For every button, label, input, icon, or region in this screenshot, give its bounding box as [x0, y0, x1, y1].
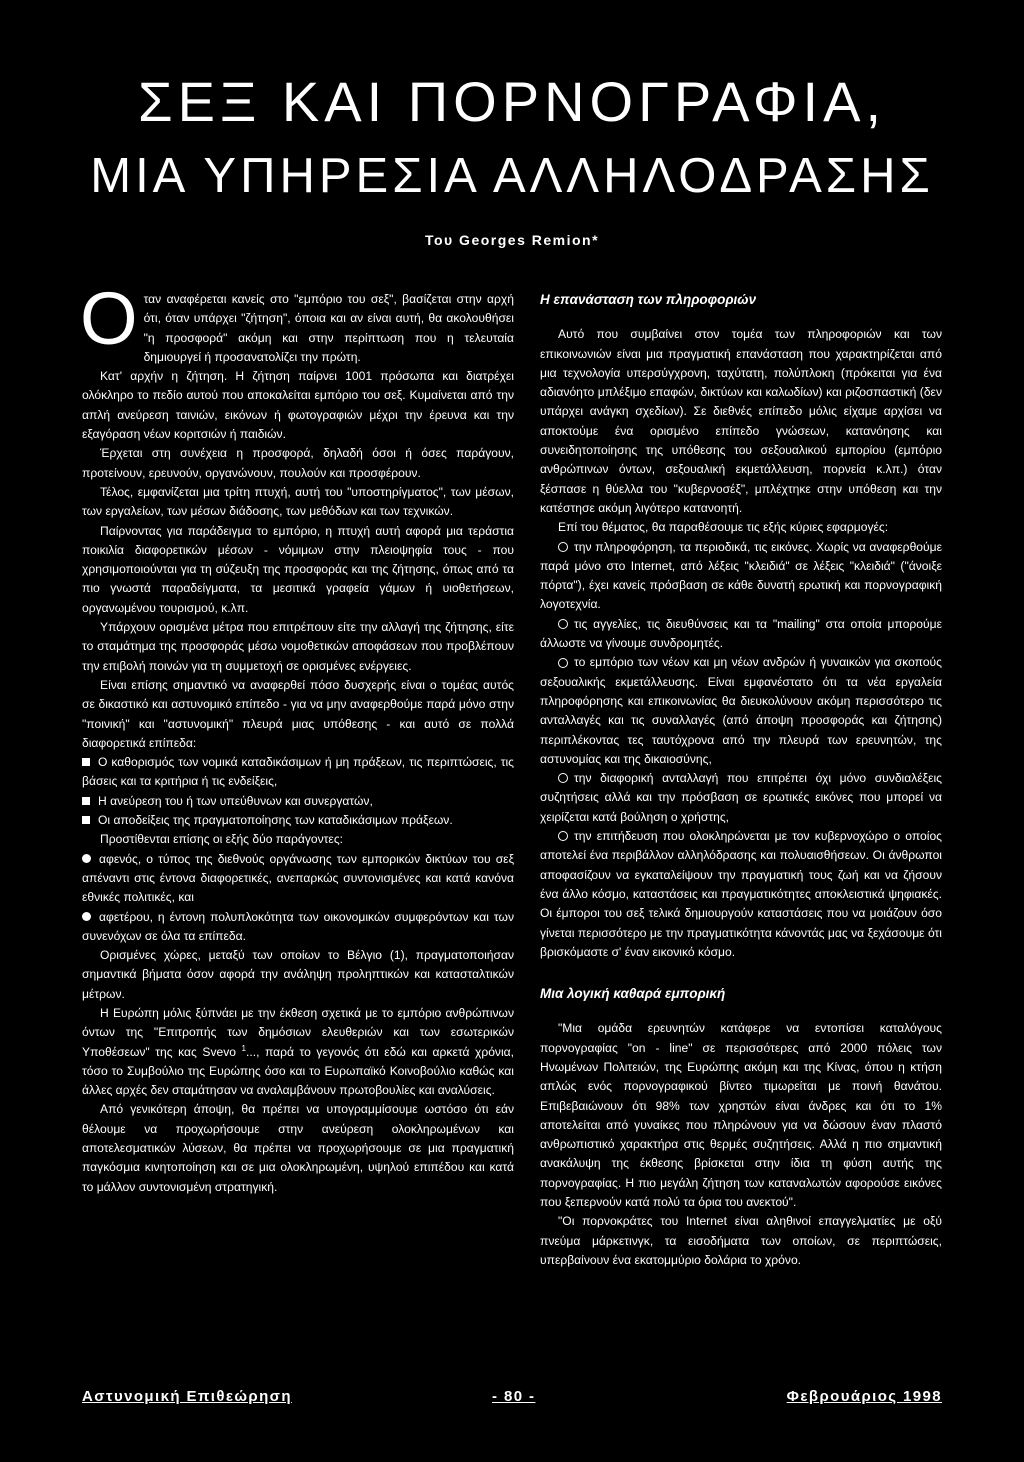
square-bullet-icon — [82, 816, 90, 824]
paragraph — [82, 1004, 514, 1100]
round-bullet-icon — [82, 912, 91, 921]
intro-paragraph — [80, 277, 514, 367]
paragraph: Ορισμένες χώρες, μεταξύ των οποίων το Βέλγιο (1), πραγματοποιήσαν σημαντικά βήματα όσον αφορά την ανάληψη προληπτικών και κατασταλτικών μέτρων. — [82, 948, 514, 1001]
byline: Του Georges Remion* — [424, 232, 600, 248]
paragraph: Προστίθενται επίσης οι εξής δύο παράγοντες: — [100, 832, 344, 847]
list-item-text: Η ανεύρεση του ή των υπεύθυνων και συνεργατών, — [98, 793, 373, 808]
circle-bullet-icon — [558, 773, 568, 783]
intro-text: ταν αναφέρεται κανείς στο "εμπόριο του σεξ", βασίζεται στην αρχή ότι, όταν υπάρχει "ζήτηση", όποια και αν είναι αυτή, θα ακολουθήσει "η προσφορά" ακόμη και στην περίπτωση που η τελευταία δημιουργεί ή προσανατολίζει την πρώτη. — [143, 292, 514, 364]
list-item — [540, 827, 942, 962]
paragraph: Αυτό που συμβαίνει στον τομέα των πληροφοριών και των επικοινωνιών είναι μια πραγματική επανάσταση που χαρακτηρίζεται από μια τεχνολογία υπερσύγχρονη, ταχύτατη, πολύπλοκη (πρόκειται για ένα αδιανόητο μπλέξιμο επαφών, δικτύων και καλωδίων) και ριζοσπαστική (δεν υπάρχει ανάγκη σχεδίων). Σε διεθνές επίπεδο μόλις είχαμε αρχίσει να αποκτούμε ένα ορισμένο επίπεδο γνώσεων, κατανόησης και συνειδητοποίησης της υπόθεσης του σεξουαλικού εμπορίου (εμπόριο ανθρώπινων όντων, σεξουαλική εκμετάλλευση, πορνεία κ.λπ.) όταν ξέσπασε η θύελλα του "κυβερνοσέξ", μπλέχτηκε στην υπόθεση και την κατέστησε ακόμη λιγότερο κατανοητή. — [540, 327, 942, 515]
list-item — [82, 850, 514, 908]
title-line-1: ΣΕΞ ΚΑΙ ΠΟΡΝΟΓΡΑΦΙΑ, — [137, 70, 887, 133]
article-title — [0, 70, 1024, 206]
left-column — [80, 277, 515, 1197]
square-bullet-icon — [82, 797, 90, 805]
list-item-text: αφετέρου, η έντονη πολυπλοκότητα των οικονομικών συμφερόντων και των συνενόχων σε όλα τα επίπεδα. — [82, 909, 514, 943]
list-item-text: την διαφορική ανταλλαγή που επιτρέπει όχι μόνο συνδιαλέξεις συζητήσεις αλλά και την πρόσβαση σε ερωτικές εικόνες που μπορεί να χειρίζεται κατά βούληση ο χρήστης, — [540, 771, 942, 824]
list-item-text: την επιτήδευση που ολοκληρώνεται με τον κυβερνοχώρο ο οποίος αποτελεί ένα περιβάλλον αλληλόδρασης και πολυαισθήσεων. Οι άνθρωποι αποφασίζουν να εγκαταλείψουν την πραγματική τους ζωή και να ζήσουν ένα άλλο κόσμο, καταστάσεις και πραγματικότητες αποκλειστικά ψηφιακές. Οι έμποροι του σεξ τελικά δημιουργούν καταστάσεις που να μοιάζουν όσο γίνεται περισσότερο με την πραγματικότητα κάνοντάς μας να ξεχάσουμε ότι βρισκόμαστε σ' έναν εικονικό κόσμο. — [540, 829, 942, 959]
paragraph: Παίρνοντας για παράδειγμα το εμπόριο, η πτυχή αυτή αφορά μια τεράστια ποικιλία διαφορετικών μέσων - νόμιμων στην πλειοψηφία τους - που χρησιμοποιούνται για τη σύζευξη της προσφοράς και της ζήτησης, όπως από τα πιο γνωστά παραδείγματα, τα μεσιτικά γραφεία γάμων ή υιοθετήσεων, οργανωμένου τουρισμού, κ.λπ. — [82, 523, 514, 615]
issue-date: Φεβρουάριος 1998 — [786, 1388, 942, 1405]
paragraph: "Οι πορνοκράτες του Internet είναι αληθινοί επαγγελματίες με οξύ πνεύμα μάρκετινγκ, τα εισοδήματα των οποίων, σε περιπτώσεις, υπερβαίνουν ένα εκατομμύριο δολάρια το χρόνο. — [540, 1214, 942, 1267]
paragraph: Είναι επίσης σημαντικό να αναφερθεί πόσο δυσχερής είναι ο τομέας αυτός σε δικαστικό και αστυνομικό επίπεδο - για να μην αναφερθούμε παρά μόνο στην "ποινική" και "αστυνομική" πλευρά μιας υπόθεσης - και αυτό σε πολλά διαφορετικά επίπεδα: — [82, 677, 514, 750]
paragraph: Υπάρχουν ορισμένα μέτρα που επιτρέπουν είτε την αλλαγή της ζήτησης, είτε το σταμάτημα της προσφοράς μέσω νομοθετικών αποφάσεων που προβλέπουν την επιβολή ποινών για τη συμμετοχή σε ορισμένες ενέργειες. — [82, 620, 514, 673]
paragraph: Επί του θέματος, θα παραθέσουμε τις εξής κύριες εφαρμογές: — [558, 520, 889, 535]
list-item — [82, 753, 514, 792]
list-item — [540, 615, 942, 654]
section-heading: Μια λογική καθαρά εμπορική — [540, 986, 726, 1002]
list-item — [540, 538, 942, 615]
list-item — [82, 792, 514, 811]
spacer — [540, 962, 942, 984]
list-item — [82, 811, 514, 830]
paragraph: Κατ' αρχήν η ζήτηση. Η ζήτηση παίρνει 1001 πρόσωπα και διατρέχει ολόκληρο το πεδίο αυτού που αποκαλείται εμπόριο του σεξ. Κυμαίνεται από την απλή ανεύρεση ταινιών, εικόνων ή φωτογραφιών μέχρι την έρευνα και την εξαγόραση νέων κοριτσιών ή παιδιών. — [82, 369, 514, 442]
list-item — [540, 769, 942, 827]
list-item-text: Οι αποδείξεις της πραγματοποίησης των καταδικάσιμων πράξεων. — [98, 813, 453, 828]
circle-bullet-icon — [558, 831, 568, 841]
drop-cap: Ο — [80, 277, 138, 360]
paragraph-text: ..., παρά το γεγονός ότι εδώ και αρκετά χρόνια, τόσο το Συμβούλιο της Ευρώπης όσο και το Ευρωπαϊκό Κοινοβούλιο καθώς και άλλες αρχές δεν σταμάτησαν να αναλαμβάνουν πρωτοβουλίες και αναλύσεις. — [82, 1044, 515, 1098]
list-item-text: το εμπόριο των νέων και μη νέων ανδρών ή γυναικών για σκοπούς σεξουαλικής εκμετάλλευσης. Είναι εμφανέστατο ότι τα νέα εργαλεία πληροφόρησης και επικοινωνίας θα διευκολύνουν ακόμη περισσότερο τις ανταλλαγές και τις συναλλαγές (από άποψη προσφοράς και ζήτησης) περιπλέκοντας τες ταυτόχρονα από την πλευρά των ερευνητών, της αστυνομίας και της δικαιοσύνης, — [540, 655, 942, 766]
journal-name: Αστυνομική Επιθεώρηση — [82, 1388, 292, 1405]
page-number: - 80 - — [492, 1388, 536, 1405]
footnote-ref: 1 — [241, 1043, 246, 1053]
circle-bullet-icon — [558, 658, 568, 668]
list-item — [540, 653, 942, 769]
paragraph: Τέλος, εμφανίζεται μια τρίτη πτυχή, αυτή του "υποστηρίγματος", των μέσων, των εργαλείων, των μέσων διάδοσης, των μεθόδων και των τεχνικών. — [82, 484, 514, 519]
paragraph-text: Η Ευρώπη μόλις ξύπνάει με την έκθεση σχετικά με το εμπόριο ανθρώπινων όντων της "Επιτροπής των δημόσιων ελευθεριών και των εσωτερικών Υποθέσεων" της κας Svevo — [82, 1005, 514, 1059]
circle-bullet-icon — [558, 542, 568, 552]
circle-bullet-icon — [558, 619, 568, 629]
paragraph: Από γενικότερη άποψη, θα πρέπει να υπογραμμίσουμε ωστόσο ότι εάν θέλουμε να προχωρήσουμε στην ανεύρεση ολοκληρωμένων και αποτελεσματικών λύσεων, θα πρέπει να προχωρήσουμε σε μια πραγματική παγκόσμια κινητοποίηση και σε μια ολοκληρωμένη, υψηλού επιπέδου και κατά το μάλλον συντονισμένη στρατηγική. — [82, 1102, 514, 1194]
square-bullet-icon — [82, 758, 90, 766]
list-item-text: αφενός, ο τύπος της διεθνούς οργάνωσης των εμπορικών δικτύων του σεξ απέναντι στις έντονα διαφορετικές, ανεπαρκώς συντονισμένες και κατά κανόνα εθνικές πολιτικές, και — [82, 851, 514, 905]
paragraph: "Μια ομάδα ερευνητών κατάφερε να εντοπίσει καταλόγους πορνογραφίας "on - line" σε περισσότερες από 2000 πόλεις των Ηνωμένων Πολιτειών, της Ευρώπης ακόμη και της Κίνας, όπου η κτήση απλώς ενός πορνογραφικού βίντεο τιμωρείται με ποινή θανάτου. Επιβεβαιώνουν ότι 98% των χρηστών είναι άνδρες και ότι το 1% αποτελείται από γυναίκες που πληρώνουν για να δώσουν έναν πλαστό ανθρωπιστικό χαρακτήρα στις θερμές συζητήσεις. Αλλά η πιο σημαντική ανακάλυψη της έκθεσης βρίσκεται στην ίδια τη φύση αυτής της πορνογραφίας. Η πιο μεγάλη ζήτηση των καταναλωτών αφορούσε εικόνες που ξεπερνούν κατά πολύ τα όρια του ανεκτού". — [540, 1021, 942, 1210]
list-item-text: τις αγγελίες, τις διευθύνσεις και τα "mailing" στα οποία μπορούμε άλλωστε να γίνουμε συνδρομητές. — [540, 616, 942, 651]
title-line-2: ΜΙΑ ΥΠΗΡΕΣΙΑ ΑΛΛΗΛΟΔΡΑΣΗΣ — [90, 149, 934, 203]
right-column — [540, 290, 942, 1270]
paragraph: Έρχεται στη συνέχεια η προσφορά, δηλαδή όσοι ή όσες παράγουν, προτείνουν, ερευνούν, οργανώνουν, πουλούν και προσφέρουν. — [82, 446, 514, 480]
list-item-text: Ο καθορισμός των νομικά καταδικάσιμων ή μη πράξεων, τις περιπτώσεις, τις βάσεις και τα κριτήρια ή τις ενδείξεις, — [82, 755, 514, 789]
round-bullet-icon — [82, 854, 91, 863]
list-item — [82, 908, 514, 947]
list-item-text: την πληροφόρηση, τα περιοδικά, τις εικόνες. Χωρίς να αναφερθούμε παρά μόνο στο Internet, από λέξεις "κλειδιά" σε λέξεις "κλειδιά" ("άνοιξε πόρτα"), έχει κανείς πρόσβαση σε κάθε δυνατή ερωτική και πορνογραφική λογοτεχνία. — [540, 539, 942, 612]
section-heading: Η επανάσταση των πληροφοριών — [540, 292, 757, 307]
